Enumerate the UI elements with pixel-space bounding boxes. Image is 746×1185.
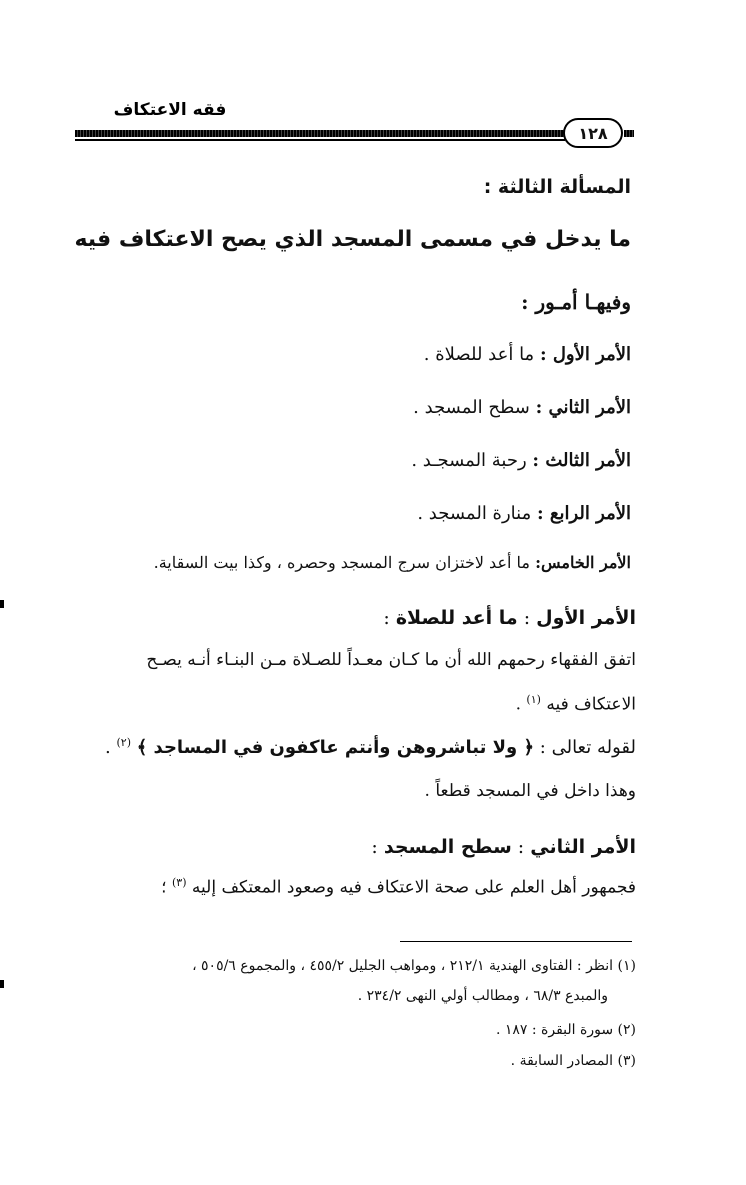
scan-edge-mark <box>0 600 4 608</box>
verse-end: . <box>105 737 117 758</box>
header-rule-thick <box>75 130 565 137</box>
list-item <box>424 344 631 365</box>
first-matter-heading-end: : <box>383 607 396 629</box>
first-paragraph-line2 <box>516 693 636 715</box>
verse-open-bracket: ﴿ <box>517 737 535 758</box>
second-matter-heading-end: : <box>371 836 384 858</box>
footnote-3 <box>511 1053 636 1069</box>
intro-line: وفيهـا أمـور : <box>521 290 631 314</box>
second-matter-heading <box>371 836 636 858</box>
page-number: ١٢٨ <box>563 118 623 148</box>
first-paragraph-line1: اتفق الفقهاء رحمهم الله أن ما كـان معـداً للصـلاة مـن البنـاء أنـه يصـح <box>146 650 636 670</box>
list-item-text: ما أعد للصلاة . <box>423 344 535 365</box>
footnote-2 <box>496 1022 636 1038</box>
running-title: فقه الاعتكاف <box>113 100 227 120</box>
list-item <box>154 553 631 572</box>
footnote-ref: (١) <box>526 693 541 706</box>
quran-verse: ولا تباشروهن وأنتم عاكفون في المساجد <box>153 737 518 758</box>
second-paragraph <box>161 876 636 898</box>
footnote-divider <box>400 941 632 942</box>
footnote-1-continuation: والمبدع ٦٨/٣ ، ومطالب أولي النهى ٢٣٤/٢ . <box>357 988 608 1004</box>
topic-title: ما يدخل في مسمى المسجد الذي يصح الاعتكاف فيه <box>74 227 631 252</box>
footnote-ref: (٢) <box>116 736 131 749</box>
list-item <box>417 503 631 524</box>
footnote-text: سورة البقرة : ١٨٧ . <box>495 1022 614 1038</box>
footnote-number: (٢) <box>617 1022 636 1038</box>
list-item <box>411 450 631 471</box>
list-item-label: الأمر الثاني : <box>535 397 631 418</box>
footnote-number: (١) <box>617 958 636 974</box>
list-item-label: الأمر الخامس: <box>535 553 631 572</box>
list-item-label: الأمر الأول : <box>539 344 631 365</box>
verse-line <box>105 736 636 758</box>
list-item-label: الأمر الثالث : <box>532 450 631 471</box>
first-matter-heading-sep: : <box>517 607 537 629</box>
list-item-text: منارة المسجد . <box>417 503 532 524</box>
first-paragraph-end: . <box>515 694 527 715</box>
header-rule-tail <box>624 130 634 137</box>
second-paragraph-text: فجمهور أهل العلم على صحة الاعتكاف فيه وصعود المعتكف إليه <box>191 877 636 898</box>
footnote-number: (٣) <box>617 1053 636 1069</box>
header-rule <box>75 126 565 142</box>
footnote-1 <box>192 958 636 974</box>
first-matter-heading-topic: ما أعد للصلاة <box>395 607 518 629</box>
footnote-ref: (٣) <box>171 876 187 889</box>
footnote-text: انظر : الفتاوى الهندية ٢١٢/١ ، ومواهب الجليل ٤٥٥/٢ ، والمجموع ٥٠٥/٦ ، <box>192 958 614 974</box>
second-matter-heading-topic: سطح المسجد <box>383 836 512 858</box>
section-heading: المسألة الثالثة : <box>483 176 631 198</box>
header-rule-thin <box>75 139 565 141</box>
list-item-text: رحبة المسجـد . <box>411 450 527 471</box>
first-matter-heading <box>383 607 636 629</box>
verse-intro: لقوله تعالى : <box>534 737 636 758</box>
conclusion-line: وهذا داخل في المسجد قطعاً . <box>424 781 636 801</box>
list-item-text: سطح المسجد . <box>413 397 530 418</box>
scan-edge-mark <box>0 980 4 988</box>
list-item-label: الأمر الرابع : <box>536 503 631 524</box>
list-item-text: ما أعد لاختزان سرج المسجد وحصره ، وكذا بيت السقاية. <box>153 553 530 572</box>
footnote-text: المصادر السابقة . <box>510 1053 614 1069</box>
second-matter-heading-sep: : <box>511 836 531 858</box>
second-matter-heading-lead: الأمر الثاني <box>530 836 636 858</box>
second-paragraph-end: ؛ <box>161 877 172 898</box>
verse-close-bracket: ﴾ <box>136 737 154 758</box>
first-paragraph-text: الاعتكاف فيه <box>546 694 636 715</box>
first-matter-heading-lead: الأمر الأول <box>536 607 636 629</box>
list-item <box>413 397 631 418</box>
